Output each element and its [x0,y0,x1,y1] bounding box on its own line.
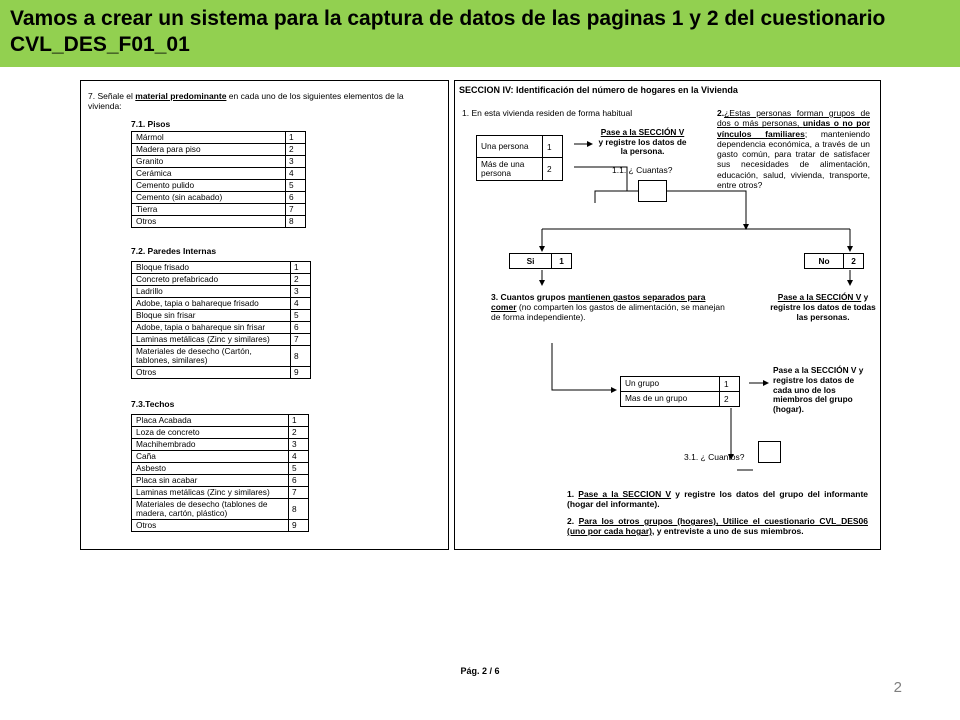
question-3-1: 3.1. ¿ Cuantos? [684,452,745,462]
pisos-option-row [132,156,305,168]
q3-option-label: Mas de un grupo [625,393,688,403]
techos-option-label: Materiales de desecho (tablones de madera, cartón, plástico) [136,499,268,518]
paredes-option-label: Bloque sin frisar [136,310,196,320]
note-2-emphasis: Para los otros grupos (hogares), Utilice el cuestionario CVL_DES06 (uno por cada hogar) [567,516,868,536]
q3-options-table [620,376,740,407]
q1-option-label: Una persona [481,141,529,151]
pisos-option-code: 8 [285,216,305,227]
techos-option-code: 4 [288,451,308,462]
q1-option-label: Más de una persona [481,159,525,178]
pase-seccion-v-todas [767,292,879,322]
pisos-option-code: 6 [285,192,305,203]
paredes-option-code: 5 [290,310,310,321]
paredes-option-row [132,274,310,286]
question-3-part-b: mantienen gastos separados para comer [491,292,706,312]
paredes-option-row [132,346,310,367]
si-label: Si [526,256,535,266]
paredes-option-row [132,334,310,346]
si-code: 1 [551,254,571,268]
paredes-options-table [131,261,311,379]
paredes-option-label: Otros [136,367,157,377]
paredes-option-code: 2 [290,274,310,285]
question-2-number: 2. [717,108,725,118]
pisos-option-code: 7 [285,204,305,215]
techos-option-code: 5 [288,463,308,474]
paredes-heading: 7.2. Paredes Internas [131,246,217,256]
question-2-part-c: ; manteniendo dependencia económica, a través de un gasto común, para tratar de satisfacer sus necesidades de alimentación, educación, salud, vivienda, transporte, entre otros? [717,128,870,191]
note-2-rest: , y entreviste a uno de sus miembros. [652,526,804,536]
paredes-option-code: 9 [290,367,310,378]
question-7-emphasis: material predominante [135,91,227,101]
note-1-number: 1. [567,489,579,499]
techos-options-table [131,414,309,532]
q1-options-table [476,135,563,181]
paredes-option-label: Concreto prefabricado [136,274,219,284]
techos-option-label: Placa Acabada [136,415,192,425]
techos-option-row [132,451,308,463]
question-1-1: 1.1. ¿ Cuantas? [612,165,673,175]
paredes-option-label: Bloque frisado [136,262,190,272]
paredes-option-code: 6 [290,322,310,333]
pisos-options-table [131,131,306,228]
note-1 [567,489,868,509]
paredes-option-code: 8 [290,346,310,366]
paredes-option-row [132,310,310,322]
techos-option-row [132,520,308,531]
pisos-option-row [132,132,305,144]
techos-option-row [132,427,308,439]
question-7-prefix: 7. Señale el [88,91,136,101]
paredes-option-code: 7 [290,334,310,345]
techos-option-row [132,439,308,451]
pisos-option-label: Cemento pulido [136,180,195,190]
q3-option-row [621,392,739,406]
paredes-option-label: Laminas metálicas (Zinc y similares) [136,334,270,344]
arrow-q3-to-groups [552,343,616,390]
pisos-option-label: Granito [136,156,164,166]
pisos-option-label: Cerámica [136,168,172,178]
page-indicator: Pág. 2 / 6 [460,666,500,676]
techos-option-row [132,487,308,499]
pisos-heading: 7.1. Pisos [131,119,171,129]
techos-option-row [132,463,308,475]
techos-option-label: Loza de concreto [136,427,200,437]
question-3 [491,292,726,322]
paredes-option-row [132,322,310,334]
note-2 [567,516,868,536]
left-panel-materials [80,80,449,550]
pisos-option-label: Cemento (sin acabado) [136,192,223,202]
question-2-part-a: ¿Estas personas forman grupos de dos o más personas, [717,108,870,129]
pisos-option-code: 2 [285,144,305,155]
paredes-option-row [132,286,310,298]
pase-seccion-v-persona [596,128,689,157]
title-banner [0,0,960,67]
pase-v-1-link-text: Pase a la SECCIÓN V [600,127,685,137]
techos-option-code: 9 [288,520,308,531]
paredes-option-code: 3 [290,286,310,297]
answer-box-3-1[interactable] [758,441,781,463]
pisos-option-code: 3 [285,156,305,167]
q1-option-row [477,136,562,158]
techos-option-row [132,475,308,487]
pisos-option-row [132,192,305,204]
question-3-part-c: (no comparten los gastos de alimentación, se manejan de forma independiente). [491,302,725,322]
q3-option-label: Un grupo [625,378,660,388]
pisos-option-label: Otros [136,216,157,226]
no-label: No [818,256,830,266]
pase-v-2-rest: y registre los datos de todas las personas. [770,292,876,322]
techos-option-label: Asbesto [136,463,166,473]
note-1-rest: y registre los datos del grupo del informante (hogar del informante). [567,489,869,509]
right-panel-section-iv [454,80,881,550]
pisos-option-row [132,144,305,156]
paredes-option-row [132,367,310,378]
pisos-option-code: 4 [285,168,305,179]
paredes-option-code: 1 [290,262,310,273]
techos-option-label: Laminas metálicas (Zinc y similares) [136,487,270,497]
question-2-part-b: unidas o no por vínculos familiares [717,118,870,139]
question-7-suffix: en cada uno de los siguientes elementos de la vivienda: [88,91,404,111]
techos-option-row [132,499,308,520]
pisos-option-row [132,204,305,216]
question-2 [717,108,870,190]
pase-seccion-v-grupo: Pase a la SECCIÓN V y registre los datos de cada uno de los miembros del grupo (hogar). [773,365,864,415]
pase-v-1-rest: y registre los datos de la persona. [598,136,687,156]
paredes-option-label: Adobe, tapia o bahareque sin frisar [136,322,266,332]
pisos-option-row [132,180,305,192]
note-1-link-text: Pase a la SECCION V [578,489,672,499]
techos-option-code: 6 [288,475,308,486]
no-box [804,253,864,269]
pisos-option-label: Mármol [136,132,164,142]
techos-option-code: 7 [288,487,308,498]
pisos-option-row [132,216,305,227]
pase-v-2-link-text: Pase a la SECCIÓN V [777,292,862,302]
techos-option-label: Otros [136,520,157,530]
techos-heading: 7.3.Techos [131,399,175,409]
techos-option-label: Machihembrado [136,439,196,449]
techos-option-code: 8 [288,499,308,519]
no-code: 2 [843,254,863,268]
techos-option-label: Caña [136,451,156,461]
paredes-option-code: 4 [290,298,310,309]
techos-option-row [132,415,308,427]
pisos-option-label: Tierra [136,204,158,214]
pisos-option-code: 5 [285,180,305,191]
question-7 [88,91,428,111]
pisos-option-row [132,168,305,180]
q1-option-code: 2 [542,158,562,180]
q3-option-code: 2 [719,392,739,406]
pisos-option-code: 1 [285,132,305,143]
techos-option-code: 3 [288,439,308,450]
pisos-option-label: Madera para piso [136,144,201,154]
question-3-part-a: 3. Cuantos grupos [491,292,568,302]
q1-option-code: 1 [542,136,562,157]
q3-option-row [621,377,739,392]
paredes-option-label: Adobe, tapia o bahareque frisado [136,298,259,308]
paredes-option-row [132,298,310,310]
si-box [509,253,572,269]
paredes-option-label: Ladrillo [136,286,163,296]
slide-title: Vamos a crear un sistema para la captura de datos de las paginas 1 y 2 del cuestionario CVL_DES_F01_01 [10,7,886,56]
q3-option-code: 1 [719,377,739,391]
techos-option-label: Placa sin acabar [136,475,198,485]
paredes-option-label: Materiales de desecho (Cartón, tablones, similares) [136,346,252,365]
slide-number: 2 [893,679,902,696]
answer-box-1-1[interactable] [638,180,667,202]
section-iv-heading: SECCION IV: Identificación del número de hogares en la Vivienda [459,85,738,95]
techos-option-code: 1 [288,415,308,426]
paredes-option-row [132,262,310,274]
note-2-number: 2. [567,516,579,526]
question-1: 1. En esta vivienda residen de forma habitual [462,108,633,118]
q1-option-row [477,158,562,180]
techos-option-code: 2 [288,427,308,438]
